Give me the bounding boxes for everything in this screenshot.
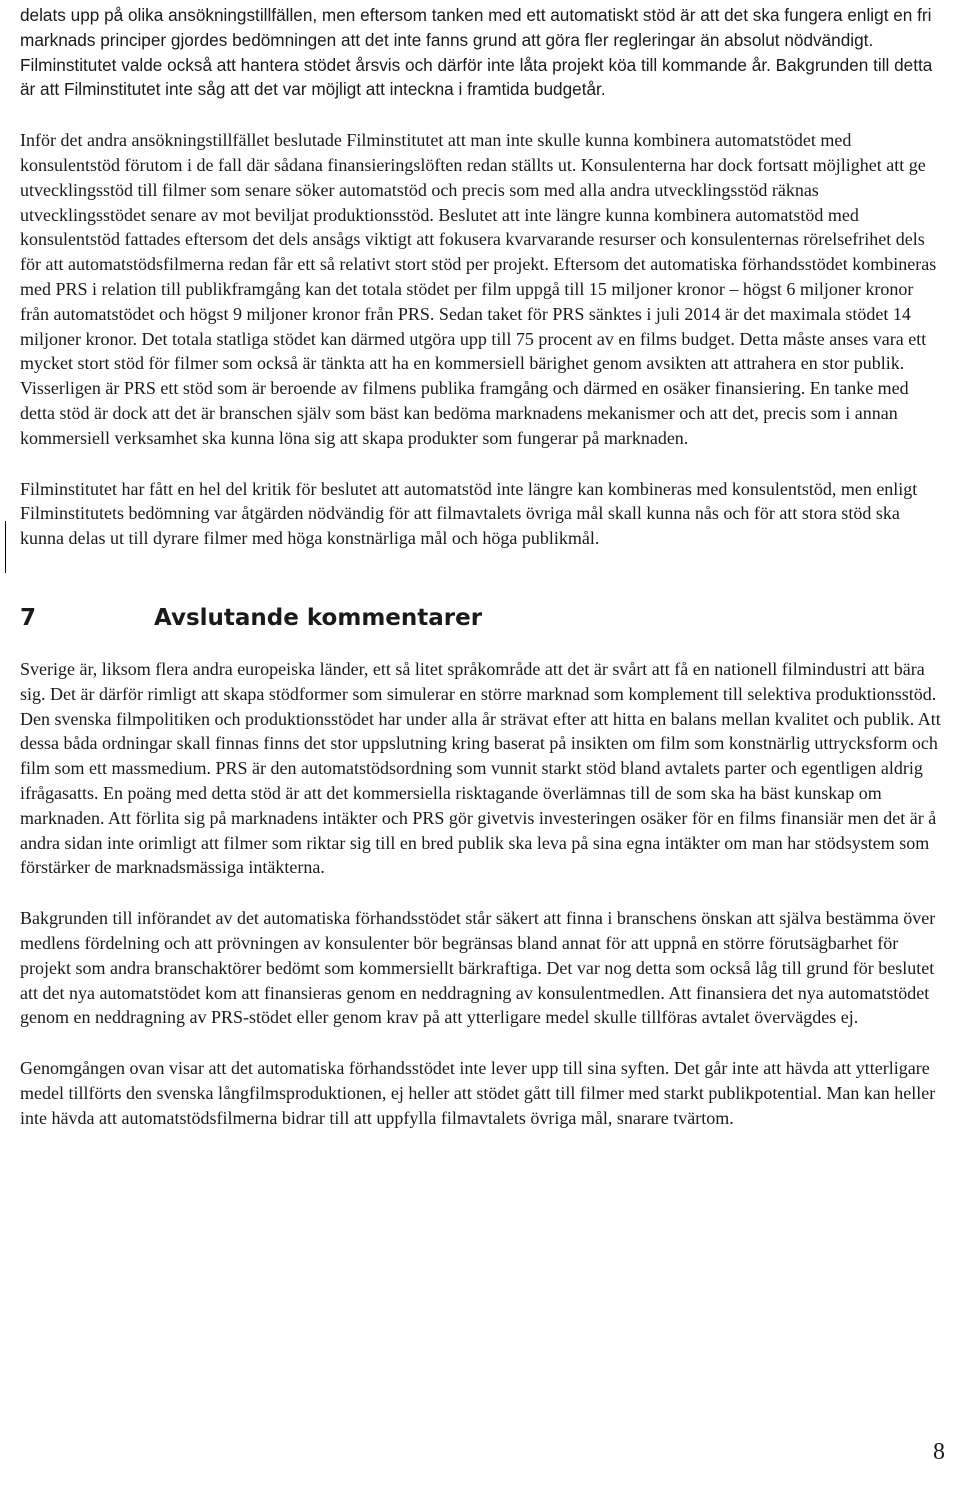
paragraph-andra-ansokningstillfallet: Inför det andra ansökningstillfället beslutade Filminstitutet att man inte skulle kunna kombinera automatstödet med konsulentstöd förutom i de fall där sådana finansieringslöften redan ställts ut. Konsulenterna har dock fortsatt möjlighet att ge utvecklingsstöd till filmer som senare söker automatstöd och precis som med alla andra utvecklingsstöd räknas utvecklingsstödet senare av mot beviljat produktionsstöd. Beslutet att inte längre kunna kombinera automatstöd med konsulentstöd fattades eftersom det dels ansågs viktigt att fokusera kvarvarande resurser och konsulenternas rörelsefrihet dels för att automatstödsfilmerna redan får ett så relativt stort stöd per projekt. Eftersom det automatiska förhandsstödet kombineras med PRS i relation till publikframgång kan det totala stödet per film uppgå till 15 miljoner kronor – högst 6 miljoner kronor från automatstödet och högst 9 miljoner kronor från PRS. Sedan taket för PRS sänktes i juli 2014 är det maximala stödet 14 miljoner kronor. Det totala statliga stödet kan därmed utgöra upp till 75 procent av en films budget. Detta måste anses vara ett mycket stort stöd för filmer som också är tänkta att ha en kommersiell bärighet genom avsikten att attrahera en stor publik. Visserligen är PRS ett stöd som är beroende av filmens publika framgång och därmed en osäker finansiering. En tanke med detta stöd är dock att det är branschen själv som bäst kan bedöma marknadens mekanismer och att det, precis som i annan kommersiell verksamhet ska kunna löna sig att skapa produkter som fungerar på marknaden. — [20, 130, 937, 448]
paragraph-kritik: Filminstitutet har fått en hel del kritik för beslutet att automatstöd inte längre kan kombineras med konsulentstöd, men enligt Filminstitutets bedömning var åtgärden nödvändig för att filmavtalets övriga mål skall kunna nås och för att stora stöd ska kunna delas ut till dyrare filmer med höga konstnärliga mål och höga publikmål. — [20, 478, 918, 549]
section-heading — [20, 603, 945, 633]
document-page — [20, 3, 945, 1130]
paragraph-stod-delning: delats upp på olika ansökningstillfällen, men eftersom tanken med ett automatiskt stöd är att det ska fungera enligt en fri marknads principer gjordes bedömningen att det inte fanns grund att göra fler regleringar än absolut nödvändigt. Filminstitutet valde också att hantera stödet årsvis och därför inte låta projekt köa till kommande år. Bakgrunden till detta är att Filminstitutet inte såg att det var möjligt att inteckna i framtida budgetår. — [20, 5, 933, 100]
paragraph-bakgrunden: Bakgrunden till införandet av det automatiska förhandsstödet står säkert att finna i branschens önskan att själva bestämma över medlens fördelning och att prövningen av konsulenter bör begränsas bland annat för att uppnå en större förutsägbarhet för projekt som andra branschaktörer bedömt som kommersiellt bärkraftiga. Det var nog detta som också låg till grund för beslutet att det nya automatstödet kom att finansieras genom en neddragning av konsulentmedlen. Att finansiera det nya automatstödet genom en neddragning av PRS-stödet eller genom krav på att ytterligare medel skulle tillföras avtalet övervägdes ej. — [20, 908, 936, 1028]
revision-change-bar — [5, 521, 6, 573]
paragraph-sverige: Sverige är, liksom flera andra europeiska länder, ett så litet språkområde att det är svårt att få en nationell filmindustri att bära sig. Det är därför rimligt att skapa stödformer som simulerar en större marknad som komplement till selektiva produktionsstöd. Den svenska filmpolitiken och produktionsstödet har under alla år strävat efter att hitta en balans mellan kvalitet och publik. Att dessa båda ordningar skall finnas finns det stor uppslutning kring baserat på insikten om film som konstnärlig uttrycksform och film som ett massmedium. PRS är den automatstödsordning som vunnit starkt stöd bland avtalets parter och egentligen aldrig ifrågasatts. En poäng med detta stöd är att det kommersiella risktagande överlämnas till de som ska ha bäst kunskap om marknaden. Att förlita sig på marknadens intäkter och PRS gör givetvis investeringen osäker för en films finansiär men det är å andra sidan inte orimligt att filmer som riktar sig till en bred publik ska leva på sina egna intäkter om man har stödsystem som förstärker de marknadsmässiga intäkterna. — [20, 658, 941, 878]
section-title: Avslutande kommentarer — [154, 604, 483, 631]
section-number: 7 — [20, 604, 37, 631]
paragraph-genomgangen: Genomgången ovan visar att det automatiska förhandsstödet inte lever upp till sina syften. Det går inte att hävda att ytterligare medel tillförts den svenska långfilmsproduktionen, ej heller att stödet gått till filmer med starkt publikpotential. Man kan heller inte hävda att automatstödsfilmerna bidrar till att uppfylla filmavtalets övriga mål, snarare tvärtom. — [20, 1058, 936, 1128]
page-number: 8 — [933, 1439, 945, 1465]
